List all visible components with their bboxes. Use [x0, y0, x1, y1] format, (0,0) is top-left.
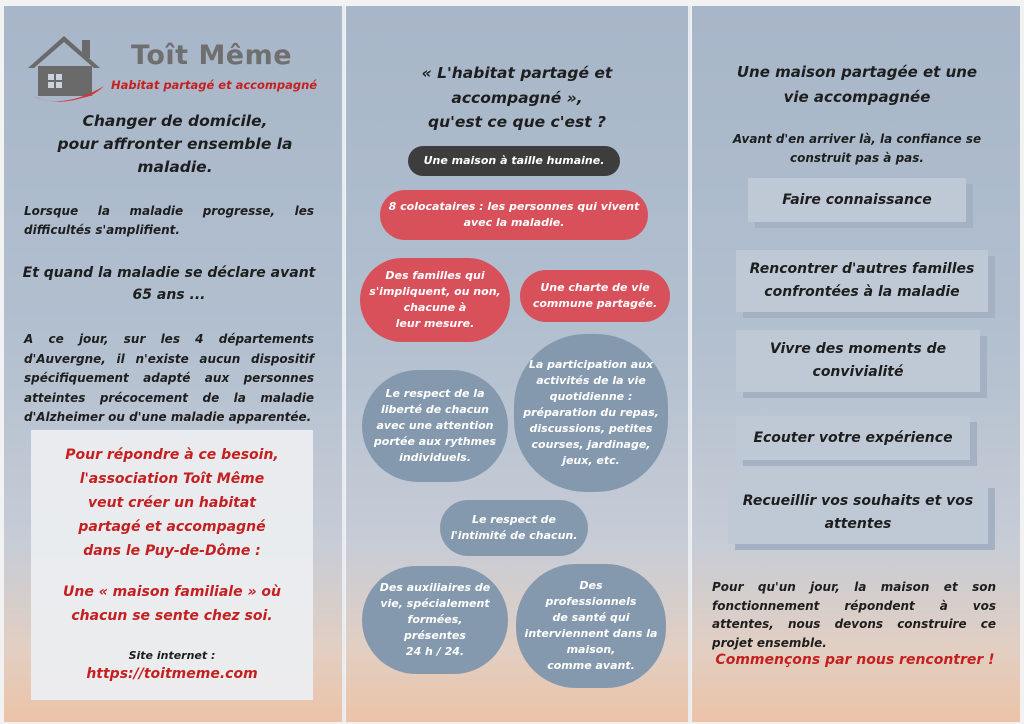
pill-familles: Des familles qui s'impliquent, ou non, chacune à leur mesure.	[360, 258, 510, 342]
pill-auxiliaires: Des auxiliaires de vie, spécialement formées, présentes 24 h / 24.	[362, 566, 508, 674]
house-logo-icon	[24, 30, 110, 106]
fold-line	[342, 6, 345, 722]
info-box-text: Pour répondre à ce besoin, l'association Toît Même veut créer un habitat partagé et accompagné dans le Puy-de-Dôme :	[65, 447, 279, 559]
pill-participation: La participation aux activités de la vie quotidienne : préparation du repas, discussions, petites courses, jardinage, jeux, etc.	[514, 334, 668, 492]
left-paragraph-1: Lorsque la maladie progresse, les difficultés s'amplifient.	[24, 204, 314, 237]
site-label: Site internet :	[128, 649, 216, 662]
step-rencontrer-familles: Rencontrer d'autres familles confrontées à la maladie	[736, 250, 988, 312]
site-url-link[interactable]: https://toitmeme.com	[86, 666, 258, 682]
pill-colocataires: 8 colocataires : les personnes qui vivent avec la maladie.	[380, 190, 648, 240]
right-closing: Pour qu'un jour, la maison et son fonctionnement répondent à vos attentes, nous devons construire ce projet ensemble.	[712, 580, 996, 650]
left-paragraph-2: A ce jour, sur les 4 départements d'Auvergne, il n'existe aucun dispositif spécifiquement adapté aux personnes atteintes précocement de la maladie d'Alzheimer ou d'une maladie apparentée.	[24, 332, 314, 424]
middle-title: « L'habitat partagé et accompagné », qu'est ce que c'est ?	[421, 64, 613, 131]
logo-tagline: Habitat partagé et accompagné	[111, 78, 318, 92]
pill-professionnels: Des professionnels de santé qui interviennent dans la maison, comme avant.	[516, 564, 666, 688]
pill-respect-liberte: Le respect de la liberté de chacun avec une attention portée aux rythmes individuels.	[362, 370, 508, 482]
pill-intimite: Le respect de l'intimité de chacun.	[440, 500, 588, 556]
info-box-slogan: Une « maison familiale » où chacun se sente chez soi.	[63, 584, 281, 624]
call-to-action: Commençons par nous rencontrer !	[715, 652, 995, 668]
step-moments-convivialite: Vivre des moments de convivialité	[736, 330, 980, 392]
logo-name: Toît Même	[131, 40, 293, 71]
right-title: Une maison partagée et une vie accompagnée	[736, 63, 978, 106]
right-intro: Avant d'en arriver là, la confiance se construit pas à pas.	[732, 132, 982, 165]
step-faire-connaissance: Faire connaissance	[748, 178, 966, 222]
step-ecouter-experience: Ecouter votre expérience	[736, 416, 970, 460]
left-heading-2: Et quand la maladie se déclare avant 65 ans ...	[22, 265, 316, 303]
left-heading: Changer de domicile, pour affronter ensemble la maladie.	[57, 112, 293, 176]
fold-line	[688, 6, 691, 722]
step-recueillir-souhaits: Recueillir vos souhaits et vos attentes	[728, 482, 988, 544]
pill-maison-taille-humaine: Une maison à taille humaine.	[408, 146, 620, 176]
pill-charte: Une charte de vie commune partagée.	[520, 270, 670, 322]
